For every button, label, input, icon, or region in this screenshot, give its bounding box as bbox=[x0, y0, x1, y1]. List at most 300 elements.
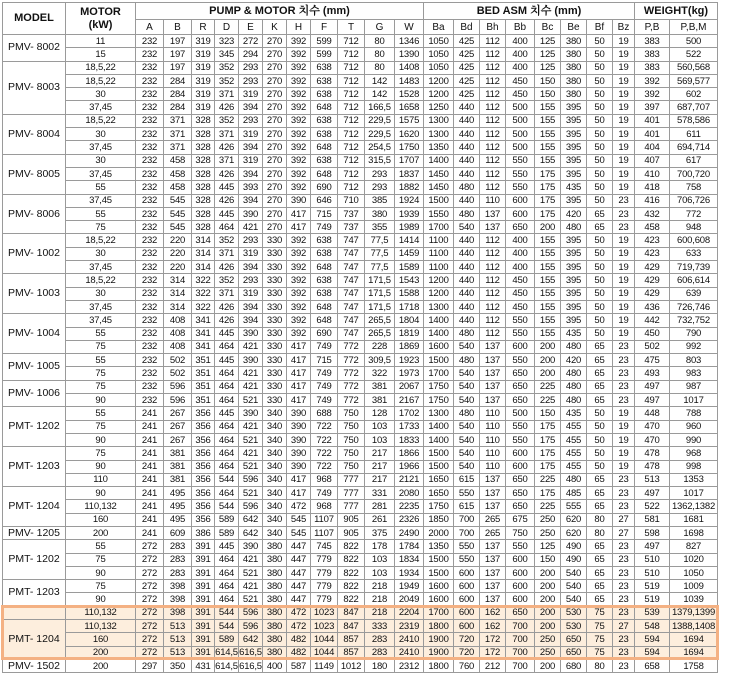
value-cell: 650 bbox=[506, 367, 535, 380]
value-cell: 394 bbox=[239, 167, 263, 180]
value-cell: 390 bbox=[287, 194, 311, 207]
value-cell: 497 bbox=[635, 540, 670, 553]
value-cell: 80 bbox=[365, 48, 395, 61]
column-header: B bbox=[164, 20, 192, 35]
value-cell: 615 bbox=[454, 473, 480, 486]
table-row bbox=[3, 35, 718, 48]
value-cell: 1039 bbox=[670, 593, 718, 606]
value-cell: 600 bbox=[506, 593, 535, 606]
value-cell: 386 bbox=[192, 526, 215, 539]
value-cell: 1353 bbox=[670, 473, 718, 486]
value-cell: 1850 bbox=[424, 513, 454, 526]
value-cell: 500 bbox=[506, 407, 535, 420]
value-cell: 272 bbox=[136, 646, 164, 659]
value-cell: 1650 bbox=[424, 473, 454, 486]
motor-cell: 55 bbox=[66, 181, 136, 194]
value-cell: 137 bbox=[480, 593, 506, 606]
value-cell: 2319 bbox=[395, 620, 424, 633]
value-cell: 560,568 bbox=[670, 61, 718, 74]
value-cell: 356 bbox=[192, 513, 215, 526]
column-header: F bbox=[311, 20, 338, 35]
value-cell: 421 bbox=[239, 420, 263, 433]
value-cell: 772 bbox=[338, 340, 365, 353]
value-cell: 391 bbox=[192, 633, 215, 646]
value-cell: 545 bbox=[164, 221, 192, 234]
value-cell: 103 bbox=[365, 553, 395, 566]
value-cell: 480 bbox=[561, 340, 587, 353]
value-cell: 417 bbox=[287, 394, 311, 407]
motor-cell: 200 bbox=[66, 526, 136, 539]
value-cell: 1681 bbox=[670, 513, 718, 526]
value-cell: 241 bbox=[136, 433, 164, 446]
value-cell: 777 bbox=[338, 500, 365, 513]
value-cell: 180 bbox=[365, 659, 395, 672]
model-cell: PMV- 8003 bbox=[3, 61, 66, 114]
value-cell: 596 bbox=[239, 620, 263, 633]
value-cell: 519 bbox=[635, 580, 670, 593]
value-cell: 23 bbox=[613, 367, 635, 380]
value-cell: 309,5 bbox=[365, 354, 395, 367]
value-cell: 23 bbox=[613, 194, 635, 207]
value-cell: 270 bbox=[263, 181, 287, 194]
value-cell: 550 bbox=[506, 327, 535, 340]
value-cell: 319 bbox=[239, 128, 263, 141]
value-cell: 648 bbox=[311, 314, 338, 327]
column-header: Bb bbox=[506, 20, 535, 35]
value-cell: 137 bbox=[480, 487, 506, 500]
motor-cell: 30 bbox=[66, 247, 136, 260]
value-cell: 171,5 bbox=[365, 274, 395, 287]
value-cell: 350 bbox=[164, 659, 192, 672]
value-cell: 747 bbox=[338, 247, 365, 260]
value-cell: 356 bbox=[192, 447, 215, 460]
value-cell: 1400 bbox=[424, 327, 454, 340]
value-cell: 112 bbox=[480, 314, 506, 327]
value-cell: 112 bbox=[480, 300, 506, 313]
value-cell: 217 bbox=[365, 460, 395, 473]
value-cell: 606,614 bbox=[670, 274, 718, 287]
value-cell: 472 bbox=[287, 606, 311, 619]
value-cell: 137 bbox=[480, 207, 506, 220]
value-cell: 521 bbox=[239, 394, 263, 407]
pump-spec-table bbox=[2, 2, 718, 673]
value-cell: 241 bbox=[136, 460, 164, 473]
value-cell: 650 bbox=[506, 487, 535, 500]
value-cell: 394 bbox=[239, 101, 263, 114]
value-cell: 550 bbox=[506, 540, 535, 553]
motor-cell: 18,5,22 bbox=[66, 234, 136, 247]
value-cell: 65 bbox=[587, 473, 613, 486]
value-cell: 600 bbox=[454, 620, 480, 633]
value-cell: 392 bbox=[287, 101, 311, 114]
value-cell: 521 bbox=[239, 566, 263, 579]
value-cell: 490 bbox=[561, 553, 587, 566]
value-cell: 1100 bbox=[424, 261, 454, 274]
motor-cell: 110 bbox=[66, 473, 136, 486]
value-cell: 1100 bbox=[424, 247, 454, 260]
value-cell: 688 bbox=[311, 407, 338, 420]
value-cell: 690 bbox=[311, 327, 338, 340]
value-cell: 50 bbox=[587, 300, 613, 313]
value-cell: 417 bbox=[287, 487, 311, 500]
value-cell: 65 bbox=[587, 221, 613, 234]
value-cell: 777 bbox=[338, 473, 365, 486]
value-cell: 330 bbox=[263, 261, 287, 274]
value-cell: 960 bbox=[670, 420, 718, 433]
value-cell: 103 bbox=[365, 420, 395, 433]
table-row bbox=[3, 553, 718, 566]
value-cell: 50 bbox=[587, 287, 613, 300]
table-row bbox=[3, 473, 718, 486]
value-cell: 1500 bbox=[424, 354, 454, 367]
value-cell: 197 bbox=[164, 61, 192, 74]
value-cell: 480 bbox=[561, 367, 587, 380]
value-cell: 391 bbox=[192, 540, 215, 553]
value-cell: 719,739 bbox=[670, 261, 718, 274]
value-cell: 1350 bbox=[424, 540, 454, 553]
value-cell: 750 bbox=[338, 447, 365, 460]
value-cell: 155 bbox=[535, 114, 561, 127]
value-cell: 383 bbox=[635, 61, 670, 74]
value-cell: 1044 bbox=[311, 646, 338, 659]
value-cell: 450 bbox=[506, 274, 535, 287]
model-cell bbox=[3, 606, 66, 619]
value-cell: 380 bbox=[263, 540, 287, 553]
value-cell: 110 bbox=[480, 420, 506, 433]
value-cell: 232 bbox=[136, 221, 164, 234]
table-row bbox=[3, 500, 718, 513]
value-cell: 50 bbox=[587, 61, 613, 74]
value-cell: 548 bbox=[635, 620, 670, 633]
value-cell: 200 bbox=[535, 606, 561, 619]
value-cell: 390 bbox=[287, 420, 311, 433]
value-cell: 722 bbox=[311, 420, 338, 433]
value-cell: 137 bbox=[480, 566, 506, 579]
value-cell: 600 bbox=[506, 340, 535, 353]
value-cell: 380 bbox=[263, 553, 287, 566]
table-row bbox=[3, 380, 718, 393]
table-row bbox=[3, 460, 718, 473]
value-cell: 232 bbox=[136, 194, 164, 207]
value-cell: 639 bbox=[670, 287, 718, 300]
value-cell: 1400 bbox=[424, 154, 454, 167]
value-cell: 1044 bbox=[311, 633, 338, 646]
value-cell: 232 bbox=[136, 234, 164, 247]
value-cell: 440 bbox=[454, 287, 480, 300]
value-cell: 620 bbox=[561, 513, 587, 526]
value-cell: 330 bbox=[263, 367, 287, 380]
model-cell: PMT- 1202 bbox=[3, 540, 66, 580]
value-cell: 323 bbox=[215, 35, 239, 48]
value-cell: 23 bbox=[613, 580, 635, 593]
value-cell: 650 bbox=[506, 606, 535, 619]
motor-cell: 37,45 bbox=[66, 194, 136, 207]
value-cell: 450 bbox=[506, 287, 535, 300]
value-cell: 112 bbox=[480, 167, 506, 180]
value-cell: 472 bbox=[287, 500, 311, 513]
value-cell: 1050 bbox=[424, 61, 454, 74]
value-cell: 495 bbox=[164, 513, 192, 526]
value-cell: 155 bbox=[535, 128, 561, 141]
value-cell: 758 bbox=[670, 181, 718, 194]
value-cell: 112 bbox=[480, 48, 506, 61]
value-cell: 23 bbox=[613, 540, 635, 553]
value-cell: 19 bbox=[613, 88, 635, 101]
value-cell: 1718 bbox=[395, 300, 424, 313]
value-cell: 589 bbox=[215, 633, 239, 646]
value-cell: 380 bbox=[263, 620, 287, 633]
value-cell: 232 bbox=[136, 101, 164, 114]
table-row bbox=[3, 48, 718, 61]
value-cell: 27 bbox=[613, 513, 635, 526]
value-cell: 371 bbox=[164, 114, 192, 127]
value-cell: 200 bbox=[535, 593, 561, 606]
value-cell: 380 bbox=[561, 35, 587, 48]
value-cell: 485 bbox=[561, 487, 587, 500]
value-cell: 270 bbox=[263, 154, 287, 167]
value-cell: 493 bbox=[635, 367, 670, 380]
value-cell: 1400 bbox=[424, 420, 454, 433]
value-cell: 611 bbox=[670, 128, 718, 141]
value-cell: 417 bbox=[287, 354, 311, 367]
value-cell: 19 bbox=[613, 35, 635, 48]
value-cell: 241 bbox=[136, 500, 164, 513]
value-cell: 445 bbox=[215, 407, 239, 420]
value-cell: 998 bbox=[670, 460, 718, 473]
value-cell: 1017 bbox=[670, 394, 718, 407]
value-cell: 1250 bbox=[424, 101, 454, 114]
value-cell: 425 bbox=[454, 35, 480, 48]
value-cell: 65 bbox=[587, 340, 613, 353]
value-cell: 648 bbox=[311, 101, 338, 114]
motor-cell: 110,132 bbox=[66, 500, 136, 513]
value-cell: 345 bbox=[215, 48, 239, 61]
table-row bbox=[3, 114, 718, 127]
value-cell: 905 bbox=[338, 526, 365, 539]
value-cell: 112 bbox=[480, 247, 506, 260]
value-cell: 220 bbox=[164, 261, 192, 274]
motor-cell: 90 bbox=[66, 566, 136, 579]
value-cell: 390 bbox=[239, 354, 263, 367]
value-cell: 497 bbox=[635, 487, 670, 500]
value-cell: 283 bbox=[164, 540, 192, 553]
value-cell: 155 bbox=[535, 274, 561, 287]
value-cell: 1694 bbox=[670, 646, 718, 659]
value-cell: 23 bbox=[613, 394, 635, 407]
value-cell: 700 bbox=[506, 620, 535, 633]
value-cell: 392 bbox=[287, 167, 311, 180]
value-cell: 589 bbox=[215, 526, 239, 539]
value-cell: 175 bbox=[535, 167, 561, 180]
value-cell: 232 bbox=[136, 314, 164, 327]
value-cell: 1837 bbox=[395, 167, 424, 180]
value-cell: 425 bbox=[454, 88, 480, 101]
value-cell: 1500 bbox=[424, 460, 454, 473]
value-cell: 392 bbox=[287, 274, 311, 287]
value-cell: 225 bbox=[535, 500, 561, 513]
value-cell: 112 bbox=[480, 287, 506, 300]
value-cell: 381 bbox=[164, 460, 192, 473]
column-header: Ba bbox=[424, 20, 454, 35]
value-cell: 398 bbox=[164, 593, 192, 606]
value-cell: 1379,1399 bbox=[670, 606, 718, 619]
value-cell: 968 bbox=[670, 447, 718, 460]
column-header: D bbox=[215, 20, 239, 35]
value-cell: 392 bbox=[287, 314, 311, 327]
value-cell: 19 bbox=[613, 300, 635, 313]
value-cell: 232 bbox=[136, 367, 164, 380]
value-cell: 1750 bbox=[424, 394, 454, 407]
value-cell: 544 bbox=[215, 620, 239, 633]
value-cell: 650 bbox=[561, 646, 587, 659]
motor-cell: 90 bbox=[66, 487, 136, 500]
value-cell: 772 bbox=[338, 354, 365, 367]
value-cell: 112 bbox=[480, 234, 506, 247]
value-cell: 1758 bbox=[670, 659, 718, 672]
value-cell: 330 bbox=[263, 314, 287, 327]
value-cell: 390 bbox=[287, 460, 311, 473]
value-cell: 352 bbox=[215, 74, 239, 87]
value-cell: 470 bbox=[635, 420, 670, 433]
value-cell: 328 bbox=[192, 114, 215, 127]
table-row bbox=[3, 314, 718, 327]
value-cell: 171,5 bbox=[365, 300, 395, 313]
motor-header-label: MOTOR bbox=[80, 5, 121, 18]
model-cell: PMV- 1205 bbox=[3, 526, 66, 539]
value-cell: 464 bbox=[215, 433, 239, 446]
value-cell: 600 bbox=[454, 606, 480, 619]
value-cell: 732,752 bbox=[670, 314, 718, 327]
value-cell: 539 bbox=[635, 606, 670, 619]
value-cell: 200 bbox=[535, 566, 561, 579]
value-cell: 521 bbox=[239, 460, 263, 473]
value-cell: 1017 bbox=[670, 487, 718, 500]
value-cell: 351 bbox=[192, 367, 215, 380]
motor-cell: 200 bbox=[66, 646, 136, 659]
value-cell: 272 bbox=[136, 593, 164, 606]
value-cell: 380 bbox=[263, 593, 287, 606]
value-cell: 150 bbox=[535, 88, 561, 101]
value-cell: 777 bbox=[338, 487, 365, 500]
value-cell: 356 bbox=[192, 420, 215, 433]
table-body bbox=[3, 35, 718, 673]
value-cell: 827 bbox=[670, 540, 718, 553]
value-cell: 464 bbox=[215, 380, 239, 393]
value-cell: 200 bbox=[535, 340, 561, 353]
value-cell: 27 bbox=[613, 526, 635, 539]
value-cell: 550 bbox=[506, 354, 535, 367]
motor-cell: 55 bbox=[66, 207, 136, 220]
value-cell: 232 bbox=[136, 181, 164, 194]
value-cell: 700 bbox=[454, 526, 480, 539]
model-cell: PMV- 8006 bbox=[3, 194, 66, 234]
value-cell: 319 bbox=[192, 61, 215, 74]
value-cell: 1300 bbox=[424, 114, 454, 127]
value-cell: 589 bbox=[215, 513, 239, 526]
value-cell: 293 bbox=[365, 181, 395, 194]
value-cell: 417 bbox=[287, 340, 311, 353]
value-cell: 1300 bbox=[424, 128, 454, 141]
value-cell: 600 bbox=[506, 580, 535, 593]
value-cell: 241 bbox=[136, 447, 164, 460]
value-cell: 391 bbox=[192, 606, 215, 619]
value-cell: 540 bbox=[454, 447, 480, 460]
value-cell: 395 bbox=[561, 287, 587, 300]
value-cell: 1750 bbox=[395, 141, 424, 154]
value-cell: 581 bbox=[635, 513, 670, 526]
value-cell: 429 bbox=[635, 274, 670, 287]
table-row bbox=[3, 540, 718, 553]
motor-cell: 200 bbox=[66, 659, 136, 672]
value-cell: 328 bbox=[192, 194, 215, 207]
value-cell: 550 bbox=[506, 420, 535, 433]
value-cell: 162 bbox=[480, 620, 506, 633]
value-cell: 232 bbox=[136, 154, 164, 167]
value-cell: 760 bbox=[454, 659, 480, 672]
value-cell: 19 bbox=[613, 234, 635, 247]
value-cell: 500 bbox=[506, 114, 535, 127]
value-cell: 391 bbox=[192, 620, 215, 633]
value-cell: 1009 bbox=[670, 580, 718, 593]
value-cell: 822 bbox=[338, 540, 365, 553]
model-cell: PMV- 1004 bbox=[3, 314, 66, 354]
value-cell: 328 bbox=[192, 181, 215, 194]
value-cell: 351 bbox=[192, 354, 215, 367]
value-cell: 218 bbox=[365, 580, 395, 593]
value-cell: 712 bbox=[338, 101, 365, 114]
value-cell: 371 bbox=[164, 141, 192, 154]
value-cell: 19 bbox=[613, 114, 635, 127]
value-cell: 690 bbox=[311, 181, 338, 194]
value-cell: 19 bbox=[613, 261, 635, 274]
value-cell: 137 bbox=[480, 580, 506, 593]
value-cell: 545 bbox=[287, 513, 311, 526]
value-cell: 464 bbox=[215, 221, 239, 234]
value-cell: 19 bbox=[613, 274, 635, 287]
value-cell: 225 bbox=[535, 380, 561, 393]
value-cell: 80 bbox=[365, 61, 395, 74]
value-cell: 265 bbox=[480, 526, 506, 539]
value-cell: 50 bbox=[587, 460, 613, 473]
value-cell: 598 bbox=[635, 526, 670, 539]
value-cell: 650 bbox=[561, 633, 587, 646]
value-cell: 788 bbox=[670, 407, 718, 420]
value-cell: 772 bbox=[338, 367, 365, 380]
value-cell: 1100 bbox=[424, 234, 454, 247]
value-cell: 540 bbox=[454, 420, 480, 433]
value-cell: 1819 bbox=[395, 327, 424, 340]
value-cell: 712 bbox=[338, 141, 365, 154]
table-row bbox=[3, 88, 718, 101]
value-cell: 23 bbox=[613, 646, 635, 659]
motor-cell: 75 bbox=[66, 580, 136, 593]
value-cell: 272 bbox=[136, 633, 164, 646]
value-cell: 749 bbox=[311, 380, 338, 393]
value-cell: 19 bbox=[613, 314, 635, 327]
motor-cell: 75 bbox=[66, 367, 136, 380]
value-cell: 371 bbox=[215, 128, 239, 141]
value-cell: 450 bbox=[506, 88, 535, 101]
value-cell: 19 bbox=[613, 74, 635, 87]
value-cell: 712 bbox=[338, 74, 365, 87]
value-cell: 340 bbox=[263, 473, 287, 486]
motor-cell: 55 bbox=[66, 327, 136, 340]
value-cell: 1733 bbox=[395, 420, 424, 433]
value-cell: 125 bbox=[535, 540, 561, 553]
value-cell: 270 bbox=[263, 74, 287, 87]
value-cell: 1694 bbox=[670, 633, 718, 646]
table-row bbox=[3, 620, 718, 633]
